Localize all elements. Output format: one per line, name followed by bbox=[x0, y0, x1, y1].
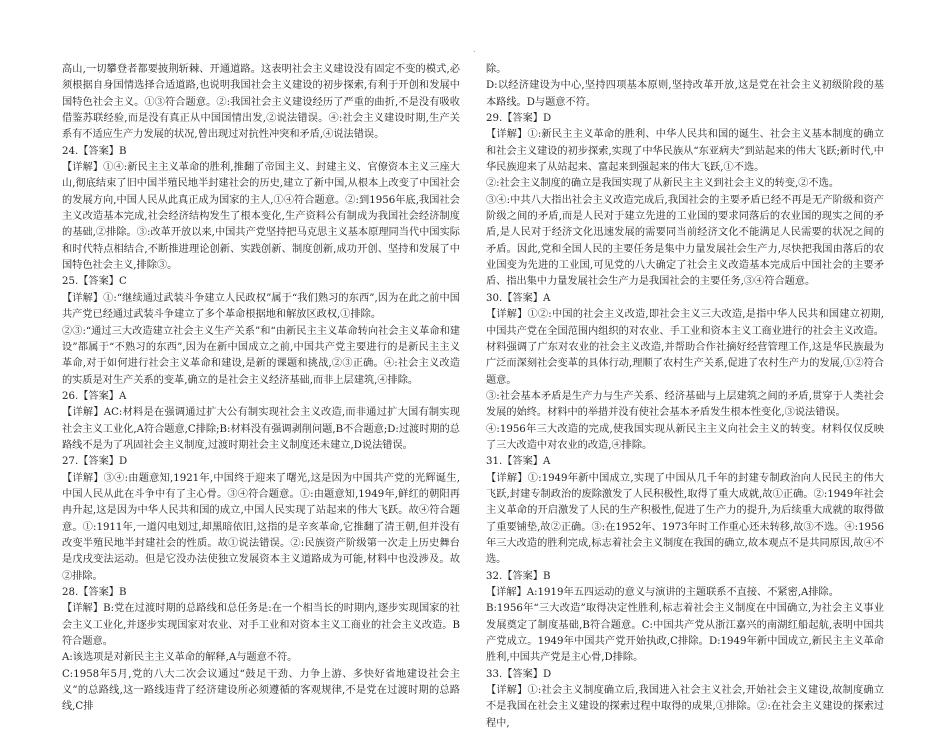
answer-heading: 29.【答案】D bbox=[486, 113, 552, 125]
explanation: ③:社会基本矛盾是生产力与生产关系、经济基础与上层建筑之间的矛盾,贯穿于人类社会发展的始终。材料中的举措并没有使社会基本矛盾发生根本性变化,③说法错误。 bbox=[486, 390, 884, 419]
explanation: 【详解】①:社会主义制度确立后,我国进入社会主义社会,开始社会主义建设,故制度确立不是我国在社会主义建设的探索过程中取得的成果,①排除。②:在社会主义建设的探索过程中, bbox=[486, 685, 884, 729]
explanation: ②③:“通过三大改造建立社会主义生产关系”和“由新民主主义革命转向社会主义革命和建设”都属于“不熟习的东西”,因为在新中国成立之前,中国共产党主要进行的是新民主主义革命,对于如何进行社会主义革命和建设,是新的课题和挑战,②③正确。④:社会主义改造的实质是对生产关系的变革,确立的是社会主义经济基础,而非上层建筑,④排除。 bbox=[62, 325, 460, 386]
explanation: 【详解】AC:材料是在强调通过扩大公有制实现社会主义改造,而非通过扩大国有制实现社会主义工业化,A符合题意,C排除;B:材料没有强调剥削问题,B不合题意;D:过渡时期的总路线不是为了巩固社会主义制度,过渡时期社会主义制度还未建立,D说法错误。 bbox=[62, 407, 460, 451]
answer-heading: 31.【答案】A bbox=[486, 456, 551, 468]
answer-heading: 28.【答案】B bbox=[62, 587, 127, 598]
page-marker: . bbox=[473, 45, 476, 54]
answer-heading: 24.【答案】B bbox=[62, 145, 127, 157]
left-column bbox=[62, 62, 460, 716]
answer-heading: 27.【答案】D bbox=[62, 456, 128, 468]
answer-heading: 33.【答案】D bbox=[486, 668, 552, 680]
explanation: 【详解】③④:由题意知,1921年,中国终于迎来了曙光,这是因为中国共产党的光辉诞生,中国人民从此在斗争中有了主心骨。③④符合题意。①:由题意知,1949年,鲜红的朝阳再冉升起,这是因为中华人民共和国的成立,中国人民实现了站起来的伟大飞跃。故④符合题意。①:1911年,一道闪电划过,却黑暗依旧,这指的是辛亥革命,它推翻了清王朝,但并没有改变半殖民地半封建社会的性质。故①说法错误。②:民族资产阶级第一次走上历史舞台是戊戌变法运动。但是它没办法使独立发展资本主义道路成为可能,材料中也没涉及。故②排除。 bbox=[62, 472, 460, 582]
explanation: 【详解】①:1949年新中国成立,实现了中国从几千年的封建专制政治向人民民主的伟大飞跃,封建专制政治的废除激发了人民积极性,取得了重大成就,故①正确。②:1949年社会主义革命的开启激发了人民的生产积极性,促进了生产力的提升,为后续重大成就的取得做了重要铺垫,故②正确。③:在1952年、1973年时工作重心还未转移,故③不选。④:1956年三大改造的胜利完成,标志着社会主义制度在我国的确立,故本观点不是共同原因,故④不选。 bbox=[486, 472, 884, 566]
answer-heading: 26.【答案】A bbox=[62, 390, 127, 402]
explanation: 【详解】A:1919年五四运动的意义与演讲的主题联系不直接、不紧密,A排除。 bbox=[486, 587, 839, 598]
paragraph: 除。 bbox=[486, 64, 507, 75]
explanation: 【详解】①:新民主主义革命的胜利、中华人民共和国的诞生、社会主义基本制度的确立和社会主义建设的初步探索,实现了中华民族从“东亚病夫”到站起来的伟大飞跃;新时代,中华民族迎来了从站起来、富起来到强起来的伟大飞跃,①不选。 bbox=[486, 129, 884, 174]
answer-heading: 30.【答案】A bbox=[486, 292, 551, 304]
answer-heading: 25.【答案】C bbox=[62, 276, 127, 288]
paragraph: 高山,一切攀登者都要披荆斩棘、开通道路。这表明社会主义建设没有固定不变的模式,必须根据自身国情选择合适道路,也说明我国社会主义建设的初步探索,有利于开创和发展中国特色社会主义。①③符合题意。②:我国社会主义建设经历了严重的曲折,不是没有吸收借鉴苏联经验,而是没有真正从中国国情出发,②说法错误。④:社会主义建设时期,生产关系有不适应生产力发展的状况,曾出现过对抗性冲突和矛盾,④说法错误。 bbox=[62, 64, 460, 141]
explanation: 【详解】B:党在过渡时期的总路线和总任务是:在一个相当长的时期内,逐步实现国家的社会主义工业化,并逐步实现国家对农业、对手工业和对资本主义工商业的社会主义改造。B符合题意。 bbox=[62, 603, 460, 648]
explanation: B:1956年“三大改造”取得决定性胜利,标志着社会主义制度在中国确立,为社会主义事业发展奠定了制度基础,B符合题意。C:中国共产党从浙江嘉兴的南湖红船起航,表明中国共产党成立。1949年中国共产党开始执政,C排除。D:1949年新中国成立,新民主主义革命胜利,中国共产党是主心骨,D排除。 bbox=[486, 603, 884, 664]
right-column bbox=[486, 62, 884, 732]
explanation: C:1958年5月,党的八大二次会议通过“鼓足干劲、力争上游、多快好省地建设社会主义”的总路线,这一路线违背了经济建设所必须遵循的客观规律,不是党在过渡时期的总路线,C排 bbox=[62, 668, 460, 713]
explanation: ④:1956年三大改造的完成,使我国实现从新民主主义向社会主义的转变。材料仅仅反映了三大改造中对农业的改造,④排除。 bbox=[486, 423, 884, 451]
explanation: ②:社会主义制度的确立是我国实现了从新民主主义到社会主义的转变,②不选。 bbox=[486, 178, 840, 190]
explanation: D:以经济建设为中心,坚持四项基本原则,坚持改革开放,这是党在社会主义初级阶段的基本路线。D与题意不符。 bbox=[486, 80, 884, 108]
explanation: ③④:中共八大指出社会主义改造完成后,我国社会的主要矛盾已经不再是无产阶级和资产阶级之间的矛盾,而是人民对于建立先进的工业国的要求同落后的农业国的现实之间的矛盾,是人民对于经济文化迅速发展的需要同当前经济文化不能满足人民需要的状况之间的矛盾。因此,党和全国人民的主要任务是集中力量发展社会生产力,尽快把我国由落后的农业国变为先进的工业国,可见党的八大确定了社会主义改造基本完成后中国社会的主要矛盾、指出集中力量发展社会生产力是我国社会的主要任务,③④符合题意。 bbox=[486, 194, 884, 288]
explanation: 【详解】①②:中国的社会主义改造,即社会主义三大改造,是指中华人民共和国建立初期,中国共产党在全国范围内组织的对农业、手工业和资本主义工商业进行的社会主义改造。材料强调了广东对农业的社会主义改造,并帮助合作社摘好经营管理工作,这是华民族最为广泛而深刻社会变革的具体行动,理顺了农村生产关系,促进了农村生产力的发展,①②符合题意。 bbox=[486, 309, 884, 386]
explanation: 【详解】①④:新民主主义革命的胜利,推翻了帝国主义、封建主义、官僚资本主义三座大山,彻底结束了旧中国半殖民地半封建社会的历史,建立了新中国,从根本上改变了中国社会的发展方向,中国人民从此真正成为国家的主人,①④符合题意。②:到1956年底,我国社会主义改造基本完成,社会经济结构发生了根本变化,生产资料公有制成为我国社会经济制度的基础,②排除。③:改革开放以来,中国共产党坚持把马克思主义基本原理同当代中国实际和时代特点相结合,不断推进理论创新、实践创新、制度创新,成功开创、坚持和发展了中国特色社会主义,排除③。 bbox=[62, 162, 460, 272]
answer-heading: 32.【答案】B bbox=[486, 570, 551, 582]
explanation: 【详解】①:“继续通过武装斗争建立人民政权”属于“我们熟习的东西”,因为在此之前中国共产党已经通过武装斗争建立了多个革命根据地和解放区政权,①排除。 bbox=[62, 292, 460, 321]
explanation: A:该选项是对新民主主义革命的解释,A与题意不符。 bbox=[62, 652, 298, 664]
